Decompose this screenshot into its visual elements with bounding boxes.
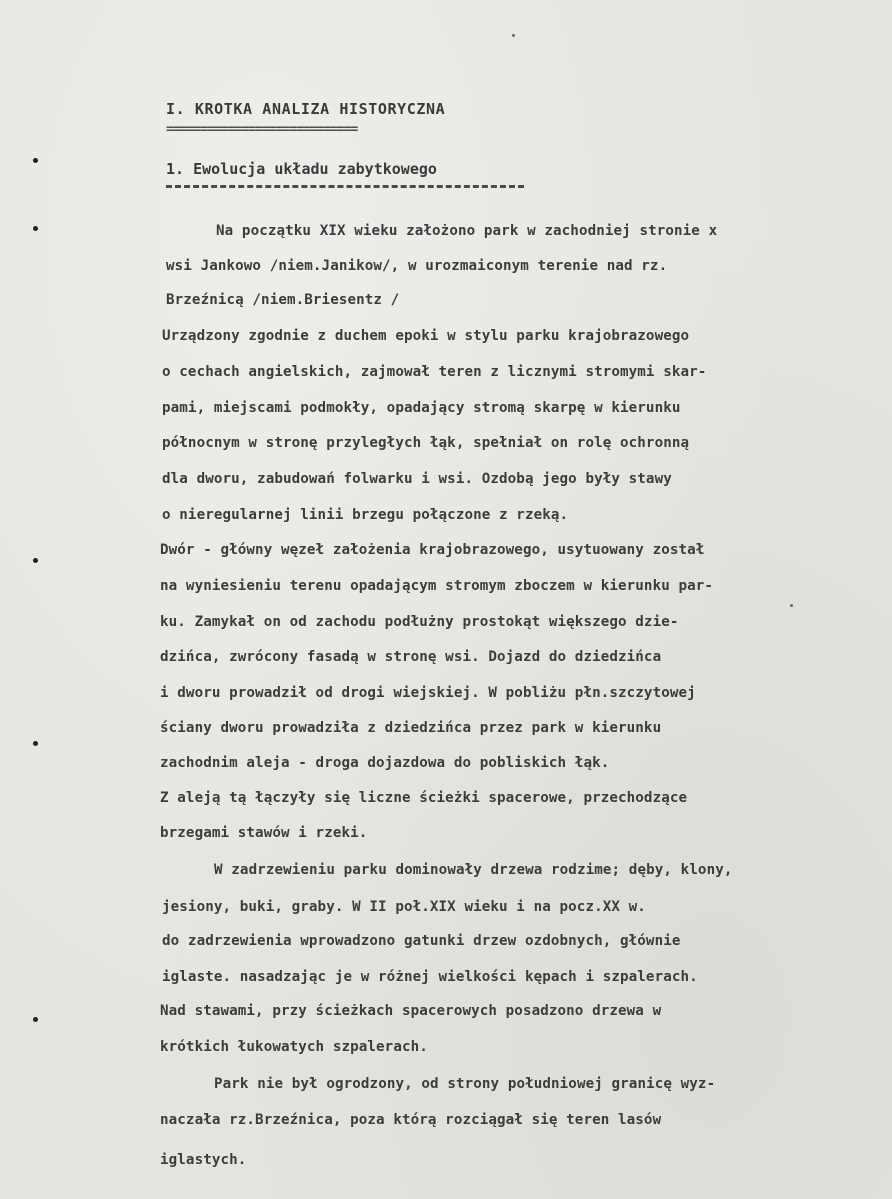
text-line: o nieregularnej linii brzegu połączone z rzeką.: [162, 507, 569, 523]
subheading-underline: [166, 185, 524, 188]
binder-hole-mark: [33, 1017, 38, 1022]
text-line: dla dworu, zabudowań folwarku i wsi. Ozdobą jego były stawy: [162, 471, 672, 487]
text-line: iglastych.: [160, 1152, 247, 1168]
text-line: północnym w stronę przyległych łąk, spełniał on rolę ochronną: [162, 435, 690, 451]
text-line: zachodnim aleja - droga dojazdowa do pobliskich łąk.: [160, 755, 610, 771]
text-line: Dwór - główny węzeł założenia krajobrazowego, usytuowany został: [160, 542, 705, 558]
heading-double-underline: ============================: [166, 122, 358, 137]
text-line: Nad stawami, przy ścieżkach spacerowych posadzono drzewa w: [160, 1003, 662, 1019]
text-line: Brzeźnicą /niem.Briesentz /: [166, 292, 400, 308]
text-line: do zadrzewienia wprowadzono gatunki drzew ozdobnych, głównie: [162, 933, 681, 949]
text-line: i dworu prowadził od drogi wiejskiej. W pobliżu płn.szczytowej: [160, 685, 696, 701]
text-line: Urządzony zgodnie z duchem epoki w stylu parku krajobrazowego: [162, 328, 690, 344]
paper-speck: [512, 34, 515, 37]
paper-speck: [790, 604, 793, 607]
text-line: Park nie był ogrodzony, od strony południowej granicę wyz-: [214, 1076, 716, 1092]
text-line: dzińca, zwrócony fasadą w stronę wsi. Dojazd do dziedzińca: [160, 649, 662, 665]
text-line: o cechach angielskich, zajmował teren z licznymi stromymi skar-: [162, 364, 707, 380]
text-line: pami, miejscami podmokły, opadający stromą skarpę w kierunku: [162, 400, 681, 416]
binder-hole-mark: [33, 226, 38, 231]
section-heading: I. KROTKA ANALIZA HISTORYCZNA: [166, 100, 446, 118]
text-line: jesiony, buki, graby. W II poł.XIX wieku i na pocz.XX w.: [162, 899, 646, 915]
text-line: krótkich łukowatych szpalerach.: [160, 1039, 428, 1055]
text-line: naczała rz.Brzeźnica, poza którą rozciągał się teren lasów: [160, 1112, 662, 1128]
text-line: iglaste. nasadzając je w różnej wielkości kępach i szpalerach.: [162, 969, 698, 985]
text-line: na wyniesieniu terenu opadającym stromym zboczem w kierunku par-: [160, 578, 714, 594]
text-line: ku. Zamykał on od zachodu podłużny prostokąt większego dzie-: [160, 614, 679, 630]
text-line: brzegami stawów i rzeki.: [160, 825, 368, 841]
binder-hole-mark: [33, 158, 38, 163]
text-line: wsi Jankowo /niem.Janikow/, w urozmaiconym terenie nad rz.: [166, 258, 668, 274]
text-line: ściany dworu prowadziła z dziedzińca przez park w kierunku: [160, 720, 662, 736]
text-line: Na początku XIX wieku założono park w zachodniej stronie x: [216, 223, 718, 239]
text-line: Z aleją tą łączyły się liczne ścieżki spacerowe, przechodzące: [160, 790, 688, 806]
subsection-heading: 1. Ewolucja układu zabytkowego: [166, 160, 437, 178]
binder-hole-mark: [33, 741, 38, 746]
binder-hole-mark: [33, 558, 38, 563]
text-line: W zadrzewieniu parku dominowały drzewa rodzime; dęby, klony,: [214, 862, 733, 878]
